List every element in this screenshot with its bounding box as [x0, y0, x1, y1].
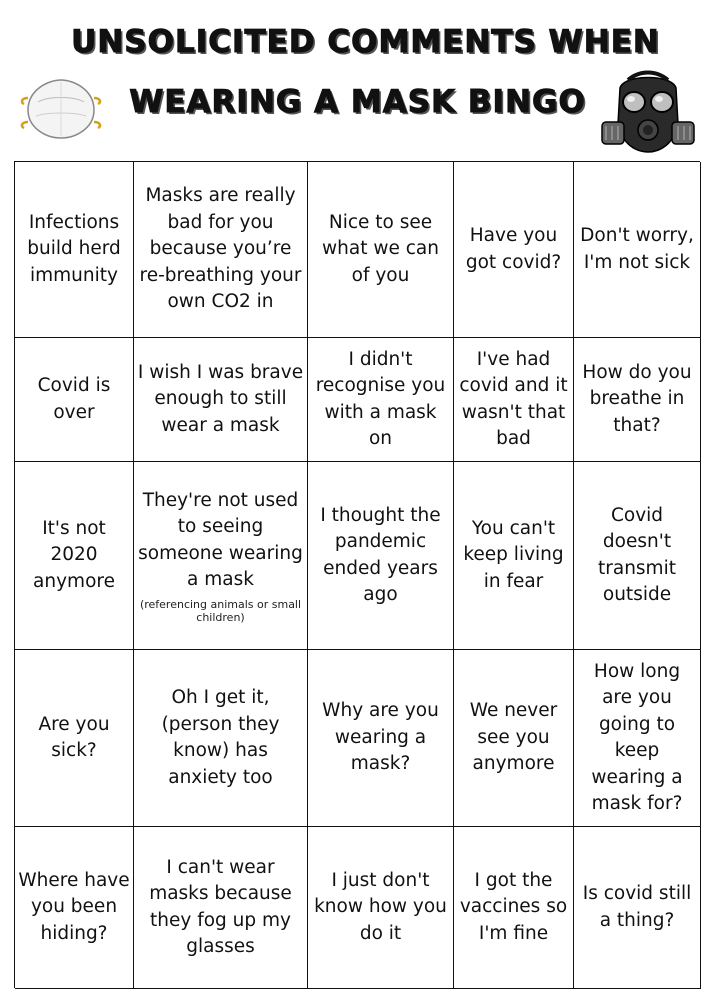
square-text: Infections build herd immunity — [27, 211, 121, 286]
bingo-square[interactable] — [454, 650, 574, 827]
bingo-square[interactable] — [15, 650, 134, 827]
bingo-grid — [14, 161, 700, 988]
square-text: I didn't recognise you with a mask on — [315, 348, 446, 449]
title-line-2: WEARING A MASK BINGO — [129, 84, 586, 120]
square-text: Nice to see what we can of you — [322, 211, 439, 286]
bingo-square[interactable] — [15, 462, 134, 650]
square-text: I got the vaccines so I'm fine — [459, 869, 568, 944]
bingo-square[interactable] — [308, 827, 454, 989]
bingo-square[interactable] — [574, 827, 701, 989]
bingo-square[interactable] — [574, 650, 701, 827]
bingo-square[interactable] — [574, 338, 701, 462]
title-line-1: UNSOLICITED COMMENTS WHEN — [71, 24, 660, 60]
bingo-square[interactable] — [15, 338, 134, 462]
square-text: I can't wear masks because they fog up my glasses — [149, 856, 292, 957]
square-text: Covid doesn't transmit outside — [598, 504, 676, 605]
square-note: (referencing animals or small children) — [139, 597, 302, 624]
bingo-square[interactable] — [308, 162, 454, 338]
bingo-square[interactable] — [308, 338, 454, 462]
square-text: Covid is over — [37, 375, 111, 423]
square-text: I just don't know how you do it — [314, 869, 447, 944]
square-text: You can't keep living in fear — [463, 517, 564, 592]
bingo-square[interactable] — [454, 462, 574, 650]
square-text: It's not 2020 anymore — [33, 517, 115, 592]
bingo-square[interactable] — [134, 462, 308, 650]
square-text: I've had covid and it wasn't that bad — [459, 348, 568, 449]
square-text: I thought the pandemic ended years ago — [320, 504, 441, 605]
bingo-square[interactable] — [308, 650, 454, 827]
square-text: Why are you wearing a mask? — [322, 700, 439, 775]
bingo-square[interactable] — [134, 338, 308, 462]
bingo-square[interactable] — [15, 162, 134, 338]
square-text: Where have you been hiding? — [18, 869, 130, 944]
bingo-square[interactable] — [134, 650, 308, 827]
bingo-square[interactable] — [15, 827, 134, 989]
square-text: Masks are really bad for you because you’re re-breathing your own CO2 in — [139, 185, 302, 313]
bingo-square[interactable] — [574, 162, 701, 338]
bingo-square[interactable] — [454, 162, 574, 338]
bingo-square[interactable] — [134, 827, 308, 989]
bingo-square[interactable] — [308, 462, 454, 650]
square-text: How do you breathe in that? — [582, 361, 692, 436]
square-text: They're not used to seeing someone wearing a mask — [138, 489, 303, 590]
square-text: Are you sick? — [38, 713, 110, 761]
bingo-square[interactable] — [454, 338, 574, 462]
face-mask-icon — [18, 72, 104, 144]
square-text: Oh I get it, (person they know) has anxiety too — [161, 687, 280, 788]
bingo-square[interactable] — [134, 162, 308, 338]
square-text: How long are you going to keep wearing a mask for? — [591, 660, 683, 814]
square-text: Is covid still a thing? — [582, 883, 692, 931]
square-text: We never see you anymore — [469, 700, 558, 775]
gas-mask-icon — [600, 68, 696, 160]
bingo-square[interactable] — [574, 462, 701, 650]
square-text: Don't worry, I'm not sick — [580, 225, 694, 273]
square-text: Have you got covid? — [465, 225, 562, 273]
bingo-square[interactable] — [454, 827, 574, 989]
square-text: I wish I was brave enough to still wear a mask — [137, 361, 304, 436]
